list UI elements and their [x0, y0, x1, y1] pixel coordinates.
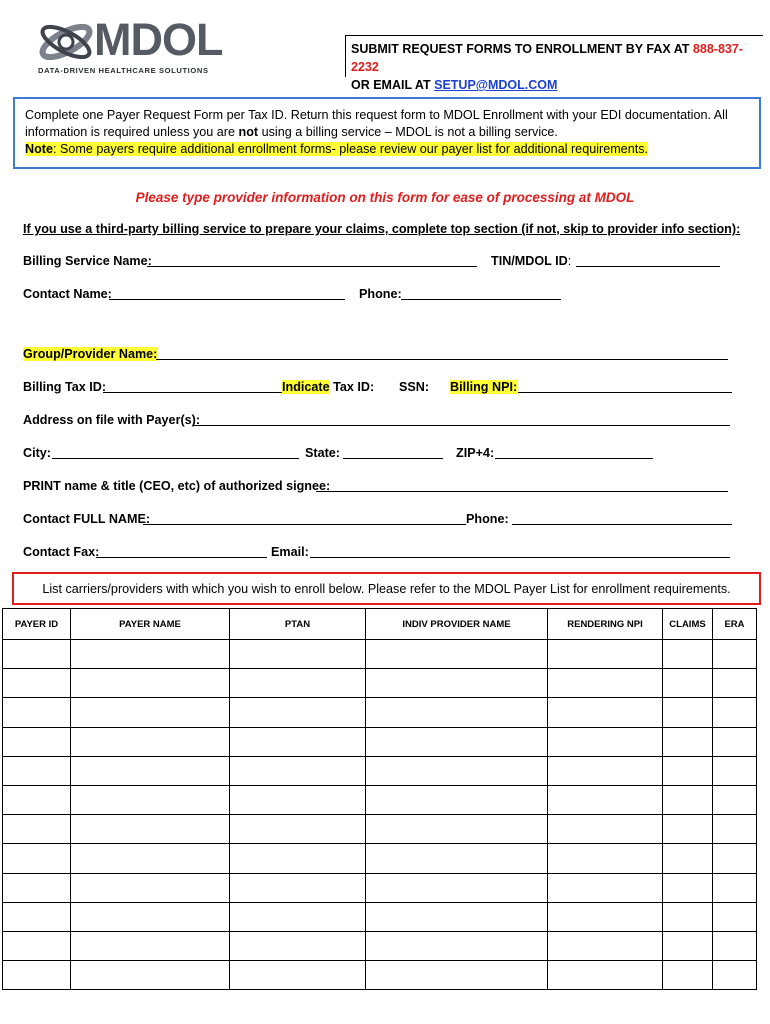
table-cell[interactable]: [663, 931, 713, 960]
table-cell[interactable]: [3, 785, 71, 814]
contact-full-name-label: Contact FULL NAME:: [23, 512, 151, 526]
type-notice: Please type provider information on this form for ease of processing at MDOL: [135, 190, 635, 205]
table-row: [3, 844, 757, 873]
table-cell[interactable]: [366, 640, 548, 669]
table-cell[interactable]: [366, 669, 548, 698]
group-provider-name-field[interactable]: [156, 348, 728, 360]
payer-table-header: [3, 609, 757, 640]
email-line: [351, 76, 763, 94]
submission-instructions: [345, 35, 763, 92]
table-cell[interactable]: [230, 815, 366, 844]
table-cell[interactable]: [71, 844, 230, 873]
tin-colon: :: [567, 254, 572, 268]
table-row: [3, 873, 757, 902]
table-cell[interactable]: [3, 756, 71, 785]
billing-section-heading: If you use a third-party billing service to prepare your claims, complete top section (if not, skip to provider info section):: [23, 222, 741, 236]
table-cell[interactable]: [663, 669, 713, 698]
billing-phone-field[interactable]: [401, 288, 561, 300]
table-cell[interactable]: [366, 873, 548, 902]
mdol-logo: [36, 14, 251, 78]
contact-name-label: Contact Name:: [23, 287, 112, 301]
table-row: [3, 640, 757, 669]
email-field[interactable]: [310, 546, 730, 558]
table-cell[interactable]: [663, 785, 713, 814]
table-cell[interactable]: [3, 873, 71, 902]
table-cell[interactable]: [366, 931, 548, 960]
tin-mdol-id-text: TIN/MDOL ID: [491, 254, 568, 268]
city-label: City:: [23, 446, 51, 460]
table-cell[interactable]: [548, 815, 663, 844]
table-cell[interactable]: [548, 640, 663, 669]
table-cell[interactable]: [713, 961, 757, 990]
note-label: Note: [25, 142, 53, 156]
tin-mdol-id-label: [491, 254, 571, 268]
col-payer-name: PAYER NAME: [71, 609, 230, 640]
billing-service-name-field[interactable]: [147, 255, 477, 267]
provider-phone-field[interactable]: [512, 513, 732, 525]
tax-id-text: Tax ID:: [329, 380, 375, 394]
billing-tax-id-field[interactable]: [103, 381, 282, 393]
table-row: [3, 727, 757, 756]
col-indiv-provider-name: INDIV PROVIDER NAME: [366, 609, 548, 640]
table-cell[interactable]: [713, 698, 757, 727]
table-cell[interactable]: [230, 727, 366, 756]
table-cell[interactable]: [366, 902, 548, 931]
col-claims: CLAIMS: [663, 609, 713, 640]
zip-label: ZIP+4:: [456, 446, 495, 460]
table-cell[interactable]: [663, 756, 713, 785]
table-cell[interactable]: [663, 815, 713, 844]
print-name-label: PRINT name & title (CEO, etc) of authorized signee:: [23, 479, 331, 493]
email-label: Email:: [271, 545, 309, 559]
logo-tagline: DATA-DRIVEN HEALTHCARE SOLUTIONS: [38, 66, 209, 75]
mdol-emblem-icon: [36, 18, 98, 68]
table-cell[interactable]: [230, 640, 366, 669]
table-cell[interactable]: [663, 727, 713, 756]
table-cell[interactable]: [71, 961, 230, 990]
table-cell[interactable]: [366, 961, 548, 990]
contact-fax-label: Contact Fax:: [23, 545, 100, 559]
group-provider-name-label: Group/Provider Name:: [23, 347, 158, 361]
table-cell[interactable]: [548, 785, 663, 814]
table-cell[interactable]: [663, 640, 713, 669]
billing-npi-field[interactable]: [518, 381, 732, 393]
table-cell[interactable]: [230, 961, 366, 990]
contact-name-field[interactable]: [109, 288, 345, 300]
email-label: OR EMAIL AT: [351, 78, 435, 92]
contact-full-name-field[interactable]: [143, 513, 466, 525]
table-cell[interactable]: [366, 785, 548, 814]
table-cell[interactable]: [366, 727, 548, 756]
table-cell[interactable]: [548, 756, 663, 785]
table-cell[interactable]: [548, 698, 663, 727]
provider-phone-label: Phone:: [466, 512, 509, 526]
city-field[interactable]: [52, 447, 299, 459]
table-cell[interactable]: [548, 961, 663, 990]
table-cell[interactable]: [230, 785, 366, 814]
billing-tax-id-label: Billing Tax ID:: [23, 380, 107, 394]
table-cell[interactable]: [71, 640, 230, 669]
table-cell[interactable]: [3, 902, 71, 931]
table-cell[interactable]: [71, 902, 230, 931]
table-cell[interactable]: [663, 844, 713, 873]
state-label: State:: [305, 446, 340, 460]
table-cell[interactable]: [663, 873, 713, 902]
instructions-not: not: [238, 125, 259, 139]
table-cell[interactable]: [713, 727, 757, 756]
table-cell[interactable]: [3, 931, 71, 960]
table-cell[interactable]: [663, 902, 713, 931]
table-cell[interactable]: [713, 815, 757, 844]
table-cell[interactable]: [663, 961, 713, 990]
table-row: [3, 931, 757, 960]
table-cell[interactable]: [548, 931, 663, 960]
col-payer-id: PAYER ID: [3, 609, 71, 640]
email-link[interactable]: SETUP@MDOL.COM: [434, 78, 558, 92]
print-name-field[interactable]: [316, 480, 728, 492]
table-cell[interactable]: [71, 785, 230, 814]
table-cell[interactable]: [71, 669, 230, 698]
table-cell[interactable]: [230, 756, 366, 785]
table-row: [3, 756, 757, 785]
table-cell[interactable]: [3, 669, 71, 698]
address-field[interactable]: [193, 414, 730, 426]
col-ptan: PTAN: [230, 609, 366, 640]
table-cell[interactable]: [548, 727, 663, 756]
table-cell[interactable]: [663, 698, 713, 727]
table-cell[interactable]: [713, 669, 757, 698]
table-cell[interactable]: [548, 844, 663, 873]
col-era: ERA: [713, 609, 757, 640]
table-cell[interactable]: [366, 815, 548, 844]
payer-table-body: [3, 640, 757, 990]
table-cell[interactable]: [713, 873, 757, 902]
table-cell[interactable]: [71, 727, 230, 756]
zip-field[interactable]: [495, 447, 653, 459]
table-cell[interactable]: [71, 698, 230, 727]
payer-table: [2, 608, 757, 990]
instructions-box: [13, 97, 761, 169]
table-cell[interactable]: [548, 873, 663, 902]
fax-label: SUBMIT REQUEST FORMS TO ENROLLMENT BY FAX AT: [351, 42, 693, 56]
table-cell[interactable]: [3, 727, 71, 756]
table-cell[interactable]: [71, 815, 230, 844]
table-cell[interactable]: [548, 669, 663, 698]
table-cell[interactable]: [548, 902, 663, 931]
instructions-text-1: Complete one Payer Request Form per Tax ID. Return this request form to MDOL Enrollment with your EDI documentation. All information is required unless you are: [25, 108, 728, 139]
carriers-notice-box: [12, 572, 761, 605]
address-label: Address on file with Payer(s):: [23, 413, 201, 427]
billing-service-name-label: Billing Service Name:: [23, 254, 152, 268]
billing-phone-label: Phone:: [359, 287, 402, 301]
table-cell[interactable]: [230, 931, 366, 960]
table-cell[interactable]: [713, 931, 757, 960]
table-cell[interactable]: [713, 902, 757, 931]
table-cell[interactable]: [71, 931, 230, 960]
indicate-highlight: Indicate: [282, 380, 330, 394]
table-cell[interactable]: [71, 873, 230, 902]
table-row: [3, 785, 757, 814]
carriers-notice: List carriers/providers with which you wish to enroll below. Please refer to the MDOL Payer List for enrollment requirements.: [42, 582, 731, 596]
table-row: [3, 669, 757, 698]
table-row: [3, 902, 757, 931]
table-cell[interactable]: [713, 785, 757, 814]
table-cell[interactable]: [230, 669, 366, 698]
table-cell[interactable]: [230, 698, 366, 727]
table-cell[interactable]: [713, 756, 757, 785]
table-cell[interactable]: [3, 844, 71, 873]
table-cell[interactable]: [366, 844, 548, 873]
table-cell[interactable]: [3, 698, 71, 727]
col-rendering-npi: RENDERING NPI: [548, 609, 663, 640]
table-row: [3, 961, 757, 990]
table-cell[interactable]: [3, 640, 71, 669]
table-cell[interactable]: [713, 640, 757, 669]
table-cell[interactable]: [3, 815, 71, 844]
logo-wordmark: MDOL: [94, 14, 223, 65]
fax-line: [351, 40, 763, 76]
table-cell[interactable]: [713, 844, 757, 873]
indicate-tax-id-label: [282, 380, 374, 394]
table-cell[interactable]: [366, 698, 548, 727]
note-text: : Some payers require additional enrollment forms- please review our payer list for additional requirements.: [53, 142, 648, 156]
table-cell[interactable]: [230, 873, 366, 902]
billing-npi-label: Billing NPI:: [450, 380, 518, 394]
fax-number: 888-837-2232: [351, 42, 743, 74]
instructions-text-2: using a billing service – MDOL is not a billing service.: [258, 125, 558, 139]
contact-fax-field[interactable]: [96, 546, 267, 558]
table-cell[interactable]: [71, 756, 230, 785]
table-cell[interactable]: [3, 961, 71, 990]
table-row: [3, 698, 757, 727]
table-row: [3, 815, 757, 844]
table-cell[interactable]: [366, 756, 548, 785]
state-field[interactable]: [343, 447, 443, 459]
table-cell[interactable]: [230, 902, 366, 931]
ssn-label: SSN:: [399, 380, 430, 394]
note-highlight: [25, 142, 648, 156]
tin-mdol-id-field[interactable]: [576, 255, 720, 267]
table-cell[interactable]: [230, 844, 366, 873]
